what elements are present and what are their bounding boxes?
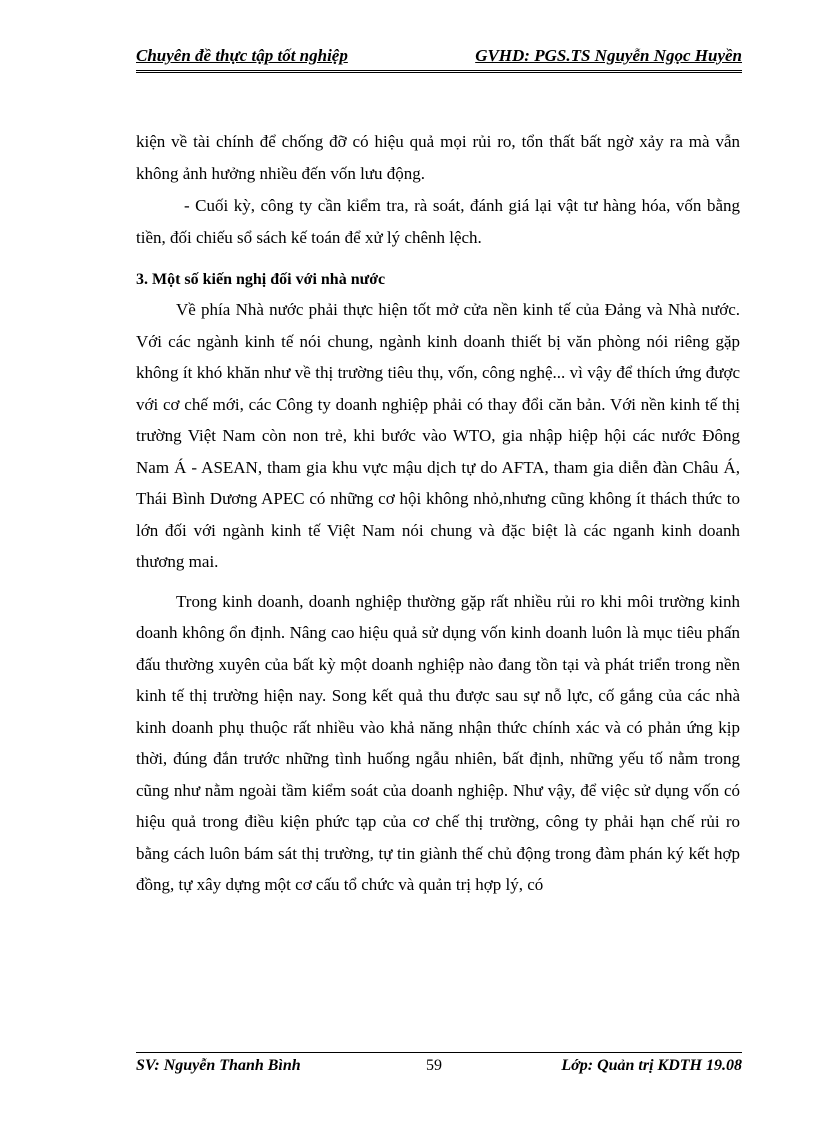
page-header	[136, 44, 742, 73]
page-number: 59	[426, 1057, 442, 1074]
bullet-paragraph: - Cuối kỳ, công ty cần kiểm tra, rà soát, đánh giá lại vật tư hàng hóa, vốn bằng tiền, đối chiếu sổ sách kế toán để xử lý chênh lệch.	[136, 196, 740, 247]
page-footer	[136, 1052, 742, 1079]
body-paragraph-1: Về phía Nhà nước phải thực hiện tốt mở cửa nền kinh tế của Đảng và Nhà nước. Với các ngành kinh tế nói chung, ngành kinh doanh thiết bị văn phòng nói riêng gặp không ít khó khăn như về thị trường tiêu thụ, vốn, công nghệ... vì vậy để thích ứng được với cơ chế mới, các Công ty doanh nghiệp phải có thay đổi căn bản. Với nền kinh tế thị trường Việt Nam còn non trẻ, khi bước vào WTO, gia nhập hiệp hội các nước Đông Nam Á - ASEAN, tham gia khu vực mậu dịch tự do AFTA, tham gia diễn đàn Châu Á, Thái Bình Dương APEC có những cơ hội không nhỏ,nhưng cũng không ít thách thức to lớn đối với ngành kinh tế Việt Nam nói chung và đặc biệt là các nganh kinh doanh thương mai.	[136, 300, 740, 571]
footer-class: Lớp: Quản trị KDTH 19.08	[561, 1057, 742, 1074]
section-heading: 3. Một số kiến nghị đối với nhà nước	[136, 271, 386, 288]
footer-student-name: SV: Nguyễn Thanh Bình	[136, 1057, 301, 1074]
header-supervisor: GVHD: PGS.TS Nguyễn Ngọc Huyền	[475, 46, 742, 65]
body-paragraph-2: Trong kinh doanh, doanh nghiệp thường gặp rất nhiều rủi ro khi môi trường kinh doanh không ổn định. Nâng cao hiệu quả sử dụng vốn kinh doanh luôn là mục tiêu phấn đấu thường xuyên của bất kỳ một doanh nghiệp nào đang tồn tại và phát triển trong nền kinh tế thị trường hiện nay. Song kết quả thu được sau sự nỗ lực, cố gắng của các nhà kinh doanh phụ thuộc rất nhiều vào khả năng nhận thức chính xác và có phản ứng kịp thời, đúng đắn trước những tình huống ngẫu nhiên, bất định, những yếu tố nằm trong cũng như nằm ngoài tầm kiểm soát của doanh nghiệp. Như vậy, để việc sử dụng vốn có hiệu quả trong điều kiện phức tạp của cơ chế thị trường, công ty phải hạn chế rủi ro bằng cách luôn bám sát thị trường, tự tin giành thế chủ động trong đàm phán ký kết hợp đồng, tự xây dựng một cơ cấu tổ chức và quản trị hợp lý, có	[136, 591, 740, 894]
header-document-title: Chuyên đề thực tập tốt nghiệp	[136, 46, 348, 65]
continuation-paragraph: kiện về tài chính để chống đỡ có hiệu quả mọi rủi ro, tổn thất bất ngờ xảy ra mà vẫn không ảnh hưởng nhiều đến vốn lưu động.	[136, 132, 740, 183]
page-content	[136, 126, 740, 901]
